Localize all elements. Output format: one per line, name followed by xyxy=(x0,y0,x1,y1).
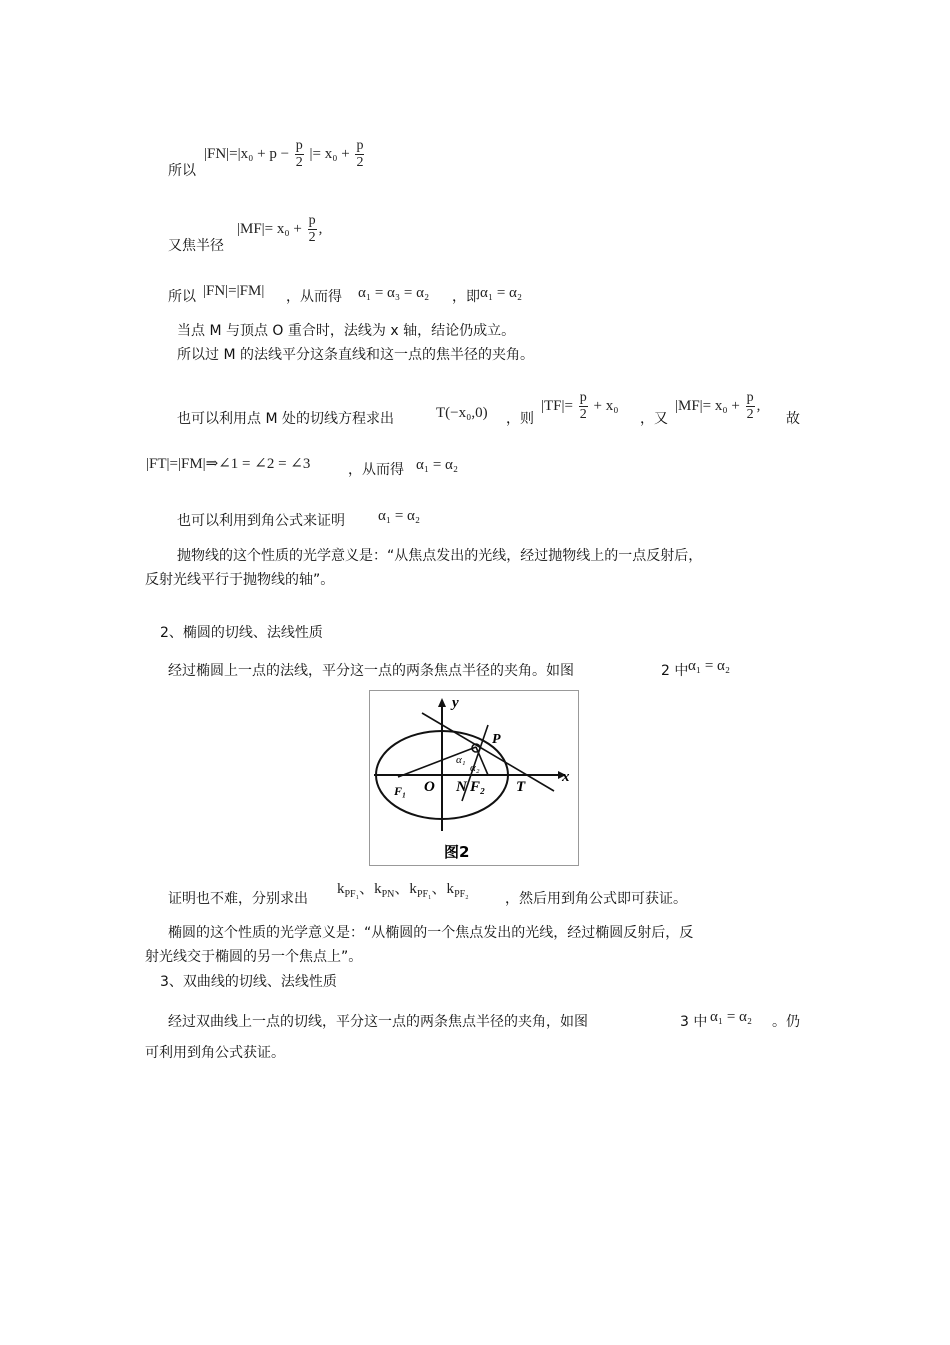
text-guangxue-2: 反射光线平行于抛物线的轴”。 xyxy=(145,572,335,588)
formula-fn: |FN|=|x₀ + p − $\frac{p}{2}$ |= x₀ + $\frac{p}{2}$ xyxy=(204,138,364,170)
text-dangdian: 当点 M 与顶点 O 重合时，法线为 x 轴，结论仍成立。 xyxy=(177,323,516,339)
label-o: O xyxy=(424,779,435,795)
section-3-title: 3、双曲线的切线、法线性质 xyxy=(160,974,337,990)
text-congerde-2: ，从而得 xyxy=(348,462,404,478)
text-ji: ，即 xyxy=(452,289,480,305)
text-reng: 。仍 xyxy=(772,1014,800,1030)
formula-alpha12-b: α₁ = α₂ xyxy=(416,457,459,473)
formula-alpha12-a: α₁ = α₂ xyxy=(480,285,523,301)
formula-alpha-chain: α₁ = α₃ = α₂ xyxy=(358,285,430,301)
label-f2: F₂ xyxy=(470,779,486,795)
section-2-title: 2、椭圆的切线、法线性质 xyxy=(160,625,323,641)
formula-slopes: $k_{PF_1}$、$k_{PN}$、$k_{PF_1}$、$k_{PF_2}$ xyxy=(337,881,469,900)
label-y: y xyxy=(452,695,459,711)
label-p: P xyxy=(492,732,501,747)
text-daojiao: 也可以利用到角公式来证明 xyxy=(177,513,345,529)
formula-tf: |TF|= $\frac{p}{2}$ + x₀ xyxy=(541,390,619,422)
text-suoyi-1: 所以 xyxy=(168,163,196,179)
text-guangxue-1: 抛物线的这个性质的光学意义是：“从焦点发出的光线，经过抛物线上的一点反射后， xyxy=(177,548,703,564)
label-t: T xyxy=(516,779,526,795)
text-shuangquxian: 经过双曲线上一点的切线，平分这一点的两条焦点半径的夹角，如图 xyxy=(168,1014,588,1030)
text-huozheng: 可利用到角公式获证。 xyxy=(145,1045,285,1061)
text-zhengming: 证明也不难，分别求出 xyxy=(168,891,308,907)
text-tuoyuan-guangxue-2: 射光线交于椭圆的另一个焦点上”。 xyxy=(145,949,363,965)
formula-t-point: T(−x₀,0) xyxy=(436,405,488,421)
formula-mf: |MF|= x₀ + $\frac{p}{2}$ , xyxy=(237,213,323,245)
formula-alpha12-d: α₁ = α₂ xyxy=(688,658,731,674)
text-suoyi-2: 所以 xyxy=(168,289,196,305)
label-n: N xyxy=(456,779,467,795)
formula-alpha12-e: α₁ = α₂ xyxy=(710,1009,753,1025)
text-jiaobanjing: 又焦半径 xyxy=(168,238,224,254)
formula-mf2: |MF|= x₀ + $\frac{p}{2}$ , xyxy=(675,390,761,422)
ellipse-diagram xyxy=(370,691,578,865)
label-alpha1: α₁ xyxy=(456,754,466,766)
text-ranhou: ，然后用到角公式即可获证。 xyxy=(505,891,687,907)
text-tu2zhong: 2 中 xyxy=(661,663,689,679)
text-tuoyuan-guangxue-1: 椭圆的这个性质的光学意义是：“从椭圆的一个焦点发出的光线，经过椭圆反射后，反 xyxy=(168,925,694,941)
formula-fn-eq-fm: |FN|=|FM| xyxy=(203,283,265,299)
formula-ft-fm: |FT|=|FM|⇒∠1 = ∠2 = ∠3 xyxy=(146,456,311,472)
text-congerde-1: ，从而得 xyxy=(286,289,342,305)
text-tuoyuan: 经过椭圆上一点的法线，平分这一点的两条焦点半径的夹角。如图 xyxy=(168,663,574,679)
text-gu: 故 xyxy=(786,411,800,427)
y-axis-arrow xyxy=(438,698,446,707)
figure-ellipse xyxy=(369,690,579,866)
label-x: x xyxy=(562,769,570,785)
formula-alpha12-c: α₁ = α₂ xyxy=(378,508,421,524)
text-qiexian: 也可以利用点 M 处的切线方程求出 xyxy=(177,411,394,427)
text-suoyiguo: 所以过 M 的法线平分这条直线和这一点的焦半径的夹角。 xyxy=(177,347,534,363)
text-tu3zhong: 3 中 xyxy=(680,1014,708,1030)
label-f1: F₁ xyxy=(394,784,407,798)
label-alpha2: α₂ xyxy=(470,762,480,774)
text-ze: ，则 xyxy=(506,411,534,427)
text-you: ，又 xyxy=(640,411,668,427)
figure-caption: 图2 xyxy=(444,843,470,861)
